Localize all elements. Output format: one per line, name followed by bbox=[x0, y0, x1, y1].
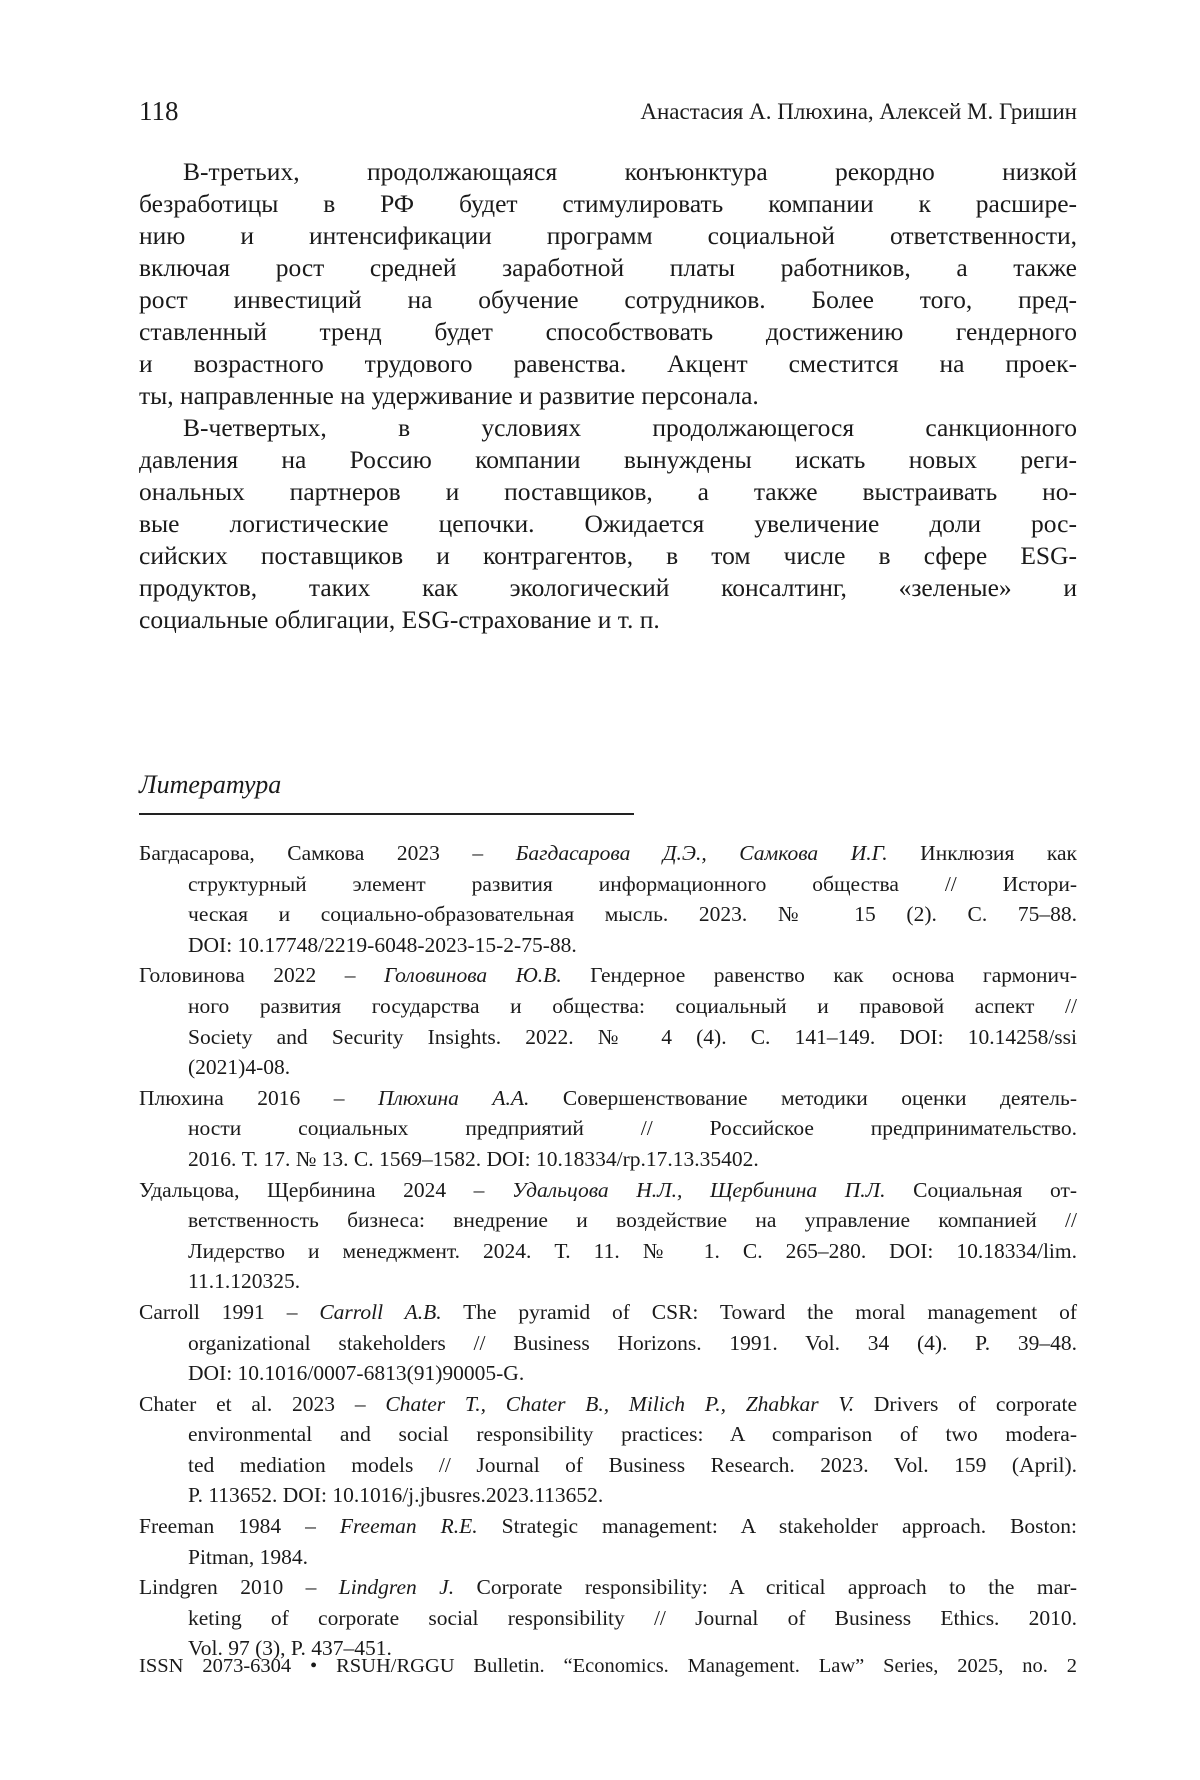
text-line: рост инвестиций на обучение сотрудников. Более того, пред- bbox=[139, 284, 1077, 316]
reference-text: Corporate responsibility: A critical approach to the mar- bbox=[454, 1575, 1077, 1599]
reference-item bbox=[139, 1511, 1077, 1572]
reference-line: organizational stakeholders // Business Horizons. 1991. Vol. 34 (4). P. 39–48. bbox=[139, 1328, 1077, 1359]
reference-key: Chater et al. 2023 – bbox=[139, 1392, 385, 1416]
reference-line: ted mediation models // Journal of Business Research. 2023. Vol. 159 (April). bbox=[139, 1450, 1077, 1481]
reference-line: ческая и социально-образовательная мысль. 2023. № 15 (2). С. 75–88. bbox=[139, 899, 1077, 930]
reference-first-line bbox=[139, 1083, 1077, 1114]
reference-first-line bbox=[139, 1511, 1077, 1542]
text-line: сийских поставщиков и контрагентов, в том числе в сфере ESG- bbox=[139, 540, 1077, 572]
text-line: давления на Россию компании вынуждены искать новых реги- bbox=[139, 444, 1077, 476]
reference-authors: Удальцова Н.Л., Щербинина П.Л. bbox=[512, 1178, 886, 1202]
reference-line: environmental and social responsibility practices: A comparison of two modera- bbox=[139, 1419, 1077, 1450]
text-line: В-третьих, продолжающаяся конъюнктура рекордно низкой bbox=[139, 156, 1077, 188]
text-line: включая рост средней заработной платы работников, а также bbox=[139, 252, 1077, 284]
reference-key: Lindgren 2010 – bbox=[139, 1575, 339, 1599]
text-line: ональных партнеров и поставщиков, а также выстраивать но- bbox=[139, 476, 1077, 508]
reference-list bbox=[139, 838, 1077, 1664]
reference-first-line bbox=[139, 1389, 1077, 1420]
reference-key: Freeman 1984 – bbox=[139, 1514, 340, 1538]
text-line: безработицы в РФ будет стимулировать компании к расшире- bbox=[139, 188, 1077, 220]
reference-line: Лидерство и менеджмент. 2024. Т. 11. № 1. С. 265–280. DOI: 10.18334/lim. bbox=[139, 1236, 1077, 1267]
running-header-authors: Анастасия А. Плюхина, Алексей М. Гришин bbox=[640, 99, 1077, 125]
reference-text: Drivers of corporate bbox=[854, 1392, 1077, 1416]
reference-line: Pitman, 1984. bbox=[139, 1542, 1077, 1573]
literature-heading-rule bbox=[139, 813, 634, 815]
text-line: вые логистические цепочки. Ожидается увеличение доли рос- bbox=[139, 508, 1077, 540]
reference-authors: Плюхина А.А. bbox=[378, 1086, 529, 1110]
reference-item bbox=[139, 1572, 1077, 1664]
reference-text: Совершенствование методики оценки деятель- bbox=[529, 1086, 1077, 1110]
text-line: ставленный тренд будет способствовать достижению гендерного bbox=[139, 316, 1077, 348]
reference-item bbox=[139, 1389, 1077, 1511]
reference-first-line bbox=[139, 1297, 1077, 1328]
reference-key: Carroll 1991 – bbox=[139, 1300, 319, 1324]
reference-line: (2021)4-08. bbox=[139, 1052, 1077, 1083]
running-header bbox=[139, 96, 1077, 130]
reference-line: DOI: 10.17748/2219-6048-2023-15-2-75-88. bbox=[139, 930, 1077, 961]
reference-text: Инклюзия как bbox=[888, 841, 1077, 865]
reference-item bbox=[139, 1083, 1077, 1175]
reference-text: Strategic management: A stakeholder approach. Boston: bbox=[478, 1514, 1077, 1538]
reference-line: Society and Security Insights. 2022. № 4 (4). С. 141–149. DOI: 10.14258/ssi bbox=[139, 1022, 1077, 1053]
reference-item bbox=[139, 1297, 1077, 1389]
text-line: нию и интенсификации программ социальной ответственности, bbox=[139, 220, 1077, 252]
reference-text: The pyramid of CSR: Toward the moral management of bbox=[442, 1300, 1077, 1324]
reference-first-line bbox=[139, 1572, 1077, 1603]
text-line: ты, направленные на удерживание и развитие персонала. bbox=[139, 380, 1077, 412]
paragraph bbox=[139, 412, 1077, 636]
reference-key: Удальцова, Щербинина 2024 – bbox=[139, 1178, 512, 1202]
reference-line: P. 113652. DOI: 10.1016/j.jbusres.2023.113652. bbox=[139, 1480, 1077, 1511]
reference-line: Vol. 97 (3), P. 437–451. bbox=[139, 1633, 1077, 1664]
literature-heading: Литература bbox=[139, 770, 281, 800]
reference-item bbox=[139, 1175, 1077, 1297]
reference-authors: Chater T., Chater B., Milich P., Zhabkar V. bbox=[385, 1392, 854, 1416]
reference-line: 2016. Т. 17. № 13. С. 1569–1582. DOI: 10.18334/rp.17.13.35402. bbox=[139, 1144, 1077, 1175]
reference-line: ветственность бизнеса: внедрение и воздействие на управление компанией // bbox=[139, 1205, 1077, 1236]
reference-first-line bbox=[139, 1175, 1077, 1206]
text-line: социальные облигации, ESG-страхование и т. п. bbox=[139, 604, 1077, 636]
reference-key: Головинова 2022 – bbox=[139, 963, 384, 987]
text-line: продуктов, таких как экологический консалтинг, «зеленые» и bbox=[139, 572, 1077, 604]
reference-line: DOI: 10.1016/0007-6813(91)90005-G. bbox=[139, 1358, 1077, 1389]
reference-key: Плюхина 2016 – bbox=[139, 1086, 378, 1110]
reference-item bbox=[139, 960, 1077, 1082]
body-text bbox=[139, 156, 1077, 636]
reference-text: Гендерное равенство как основа гармонич- bbox=[562, 963, 1077, 987]
reference-authors: Lindgren J. bbox=[339, 1575, 454, 1599]
page-number: 118 bbox=[139, 96, 179, 127]
text-line: и возрастного трудового равенства. Акцент сместится на проек- bbox=[139, 348, 1077, 380]
reference-first-line bbox=[139, 838, 1077, 869]
journal-footer: ISSN 2073-6304 • RSUH/RGGU Bulletin. “Economics. Management. Law” Series, 2025, no. 2 bbox=[139, 1655, 1077, 1678]
reference-authors: Carroll A.B. bbox=[319, 1300, 441, 1324]
reference-line: ности социальных предприятий // Российское предпринимательство. bbox=[139, 1113, 1077, 1144]
text-line: В-четвертых, в условиях продолжающегося санкционного bbox=[139, 412, 1077, 444]
reference-key: Багдасарова, Самкова 2023 – bbox=[139, 841, 516, 865]
reference-authors: Головинова Ю.В. bbox=[384, 963, 562, 987]
reference-item bbox=[139, 838, 1077, 960]
reference-first-line bbox=[139, 960, 1077, 991]
reference-line: keting of corporate social responsibility // Journal of Business Ethics. 2010. bbox=[139, 1603, 1077, 1634]
paragraph bbox=[139, 156, 1077, 412]
reference-authors: Багдасарова Д.Э., Самкова И.Г. bbox=[516, 841, 888, 865]
reference-text: Социальная от- bbox=[886, 1178, 1077, 1202]
reference-line: 11.1.120325. bbox=[139, 1266, 1077, 1297]
reference-line: структурный элемент развития информационного общества // Истори- bbox=[139, 869, 1077, 900]
reference-authors: Freeman R.E. bbox=[340, 1514, 478, 1538]
reference-line: ного развития государства и общества: социальный и правовой аспект // bbox=[139, 991, 1077, 1022]
